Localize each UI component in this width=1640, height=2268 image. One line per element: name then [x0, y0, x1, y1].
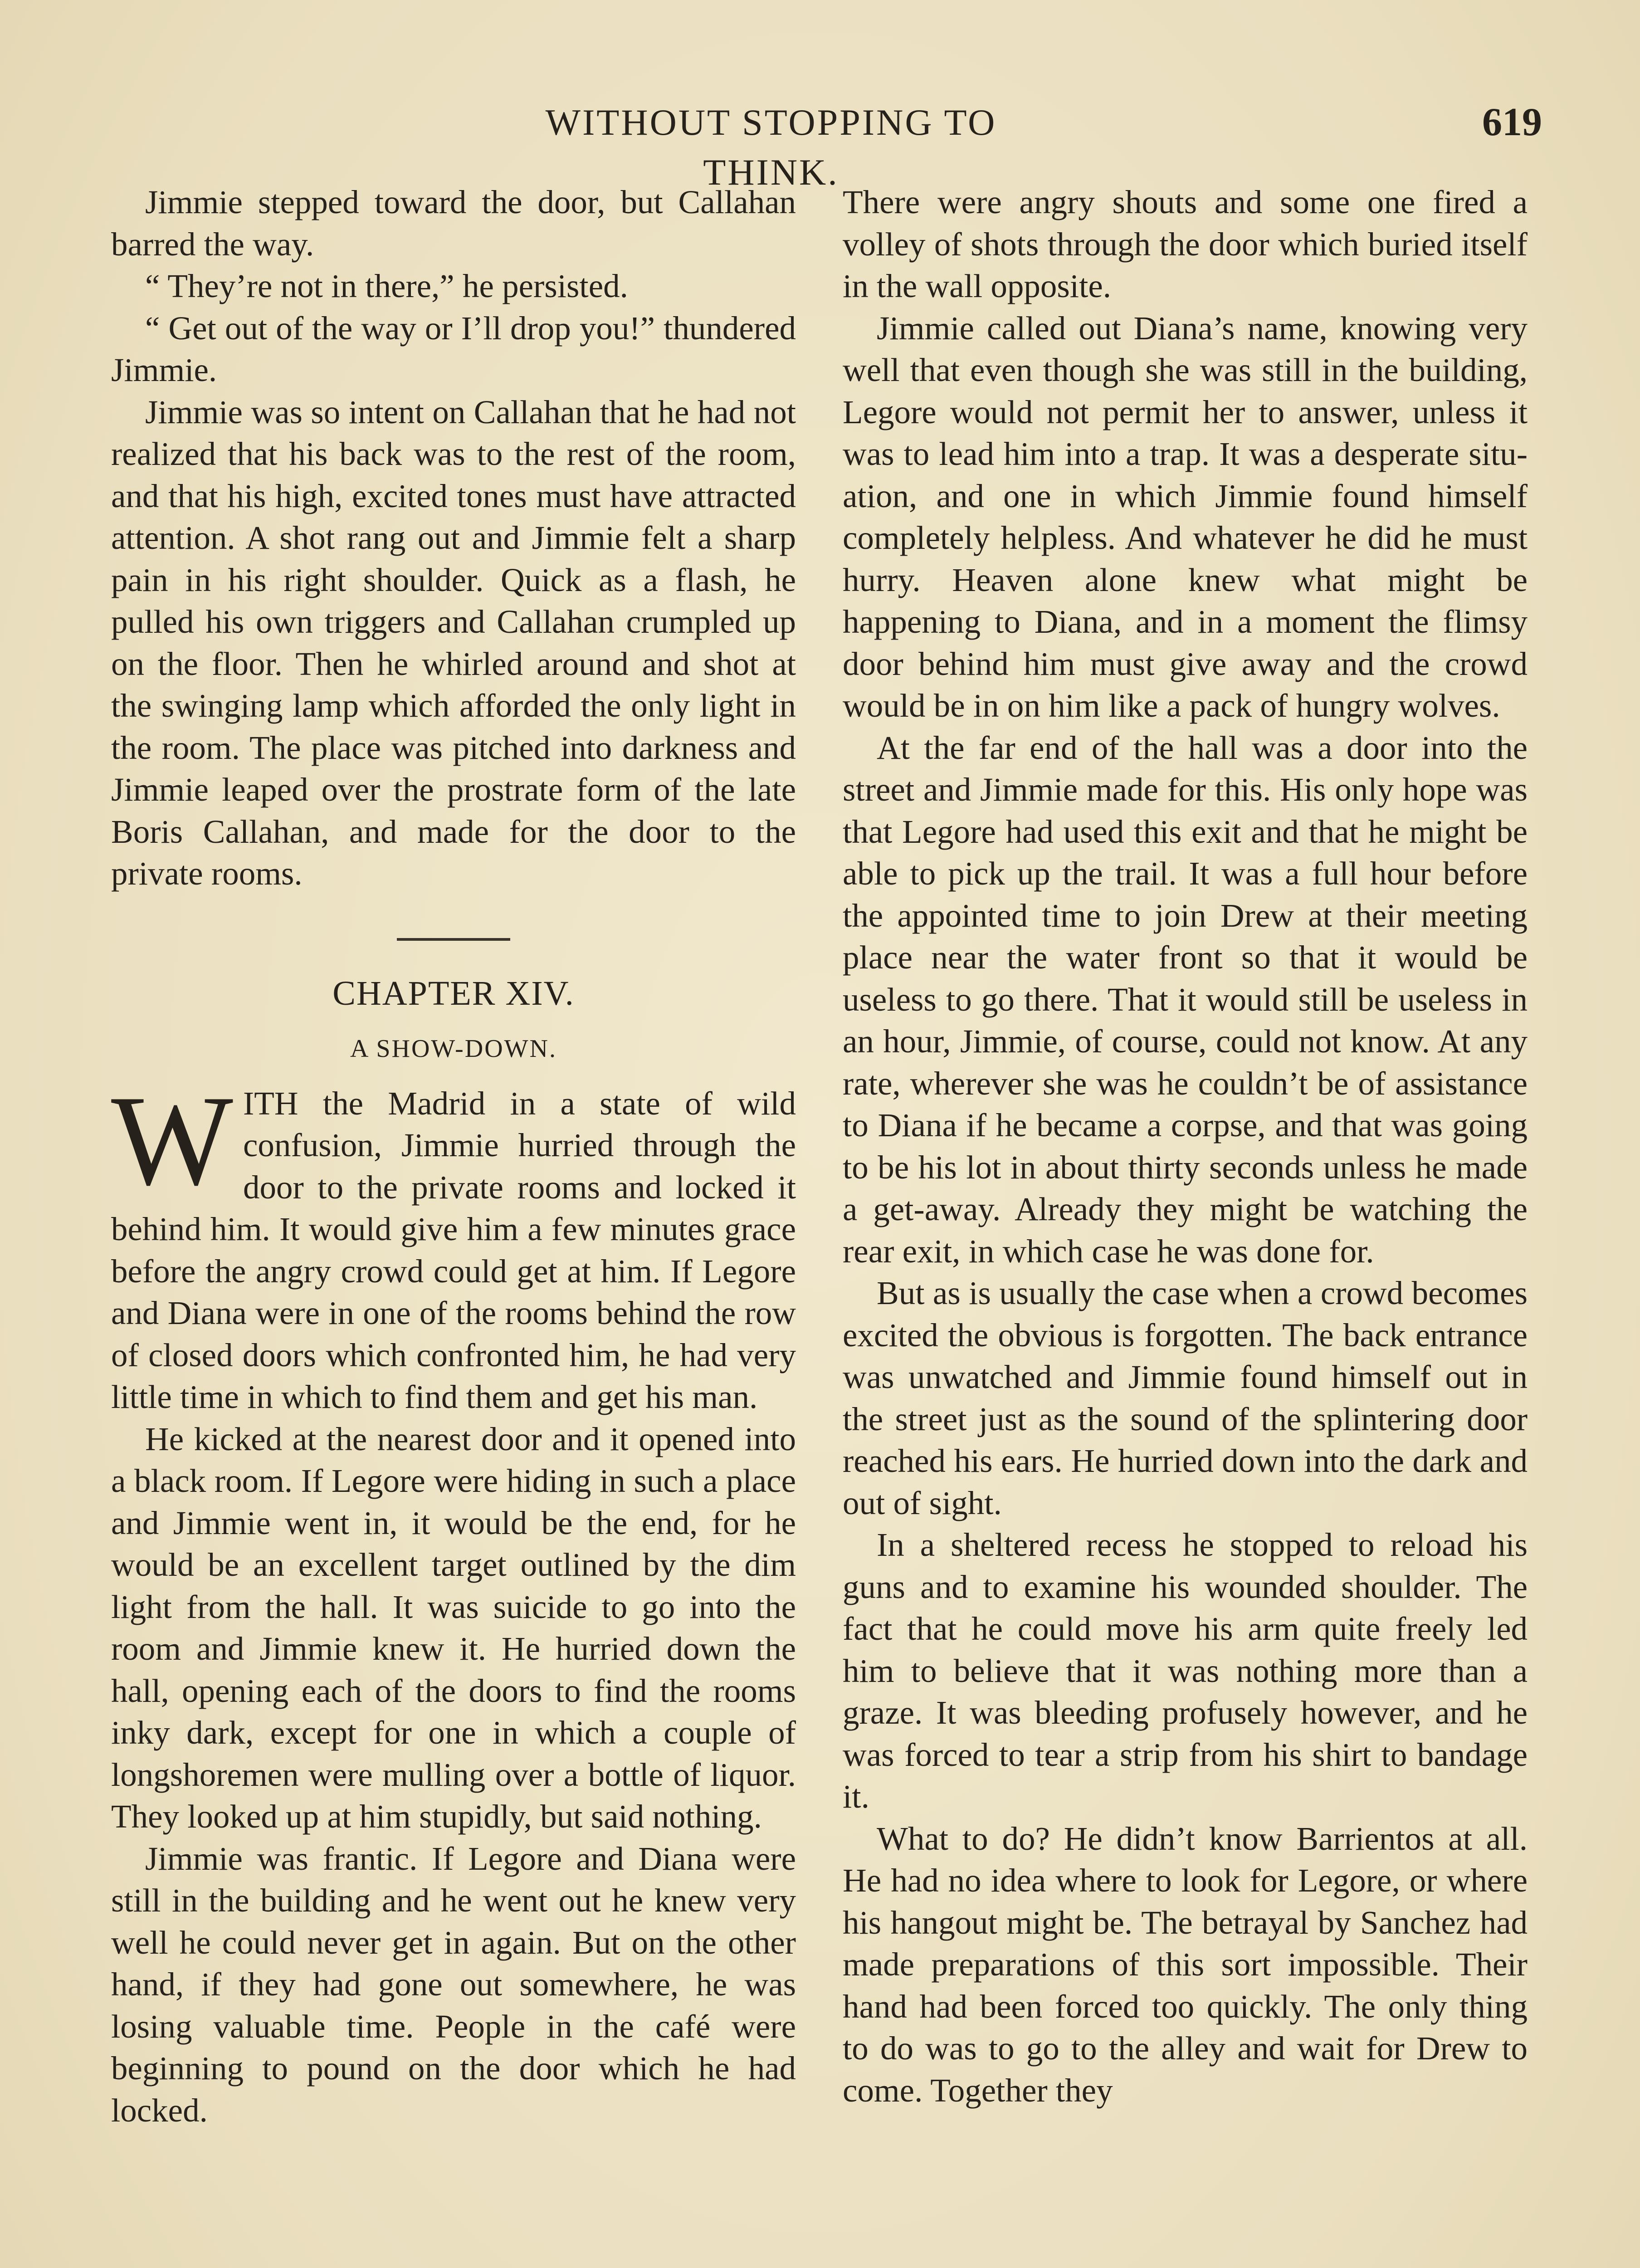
left-column	[111, 181, 796, 2268]
page-number: 619	[1482, 100, 1542, 144]
paragraph: At the far end of the hall was a door into the street and Jimmie made for this. His only hope was that Legore had used this exit and that he might be able to pick up the trail. It was a full hour before the appointed time to join Drew at their meeting place near the water front so that it would be useless to go there. That it would still be useless in an hour, Jimmie, of course, could not know. At any rate, wherever she was he couldn’t be of assistance to Diana if he became a corpse, and that was going to be his lot in about thirty seconds unless he made a get-away. Already they might be watching the rear exit, in which case he was done for.	[843, 729, 1528, 1270]
paragraph: “ They’re not in there,” he persisted.	[145, 268, 628, 304]
drop-cap: W	[111, 1068, 233, 1212]
paragraph: He kicked at the nearest door and it opened into a black room. If Legore were hiding in such a place and Jimmie went in, it would be the end, for he would be an excellent target outlined by the dim light from the hall. It was suicide to go into the room and Jimmie knew it. He hurried down the hall, opening each of the doors to find the rooms inky dark, except for one in which a couple of longshoremen were mulling over a bottle of liquor. They looked up at him stupidly, but said nothing.	[111, 1420, 796, 1835]
paragraph: But as is usually the case when a crowd becomes excited the obvious is forgotten. The back entrance was unwatched and Jimmie found himself out in the street just as the sound of the splintering door reached his ears. He hurried down into the dark and out of sight.	[843, 1275, 1528, 1521]
paragraph: Jimmie called out Diana’s name, knowing very well that even though she was still in the building, Legore would not permit her to answer, unless it was to lead him into a trap. It was a desperate situation, and one in which Jimmie found himself completely helpless. And whatever he did he must hurry. Heaven alone knew what might be happening to Diana, and in a moment the flimsy door behind him must give away and the crowd would be in on him like a pack of hungry wolves.	[843, 309, 1528, 724]
paragraph: “ Get out of the way or I’ll drop you!” thundered Jimmie.	[111, 309, 796, 388]
opening-paragraph-text: ITH the Madrid in a state of wild confusion, Jimmie hurried through the door to the private rooms and locked it behind him. It would give him a few minutes grace before the angry crowd could get at him. If Legore and Diana were in one of the rooms behind the row of closed doors which confronted him, he had very little time in which to find them and get his man.	[111, 1085, 796, 1415]
running-title: WITHOUT STOPPING TO THINK.	[545, 102, 997, 193]
paragraph: Jimmie stepped toward the door, but Callahan barred the way.	[111, 184, 796, 263]
page-header	[113, 98, 1542, 193]
paragraph: Jimmie was so intent on Callahan that he had not realized that his back was to the rest of the room, and that his high, excited tones must have attracted attention. A shot rang out and Jimmie felt a sharp pain in his right shoulder. Quick as a flash, he pulled his own triggers and Callahan crumpled up on the floor. Then he whirled around and shot at the swinging lamp which afforded the only light in the room. The place was pitched into darkness and Jimmie leaped over the prostrate form of the late Boris Callahan, and made for the door to the private rooms.	[111, 393, 796, 892]
paragraph: Jimmie was frantic. If Legore and Diana were still in the building and he went out he knew very well he could never get in again. But on the other hand, if they had gone out somewhere, he was losing valuable time. People in the café were beginning to pound on the door which he had locked.	[111, 1840, 796, 2129]
chapter-opening-paragraph	[111, 1068, 796, 1418]
paragraph: In a sheltered recess he stopped to reload his guns and to examine his wounded shoulder. The fact that he could move his arm quite freely led him to believe that it was nothing more than a graze. It was bleeding profusely however, and he was forced to tear a strip from his shirt to bandage it.	[843, 1526, 1528, 1815]
paragraph: What to do? He didn’t know Barrientos at all. He had no idea where to look for Legore, or where his hangout might be. The betrayal by Sanchez had made preparations of this sort impossible. Their hand had been forced too quickly. The only thing to do was to go to the alley and wait for Drew to come. Together they	[843, 1820, 1528, 2109]
section-divider	[397, 938, 510, 941]
chapter-subtitle: A SHOW-DOWN.	[350, 1035, 557, 1063]
continued-paragraph: There were angry shouts and some one fired a volley of shots through the door which buried itself in the wall opposite.	[843, 184, 1528, 304]
right-column	[843, 181, 1528, 2268]
chapter-heading: CHAPTER XIV.	[332, 974, 575, 1012]
